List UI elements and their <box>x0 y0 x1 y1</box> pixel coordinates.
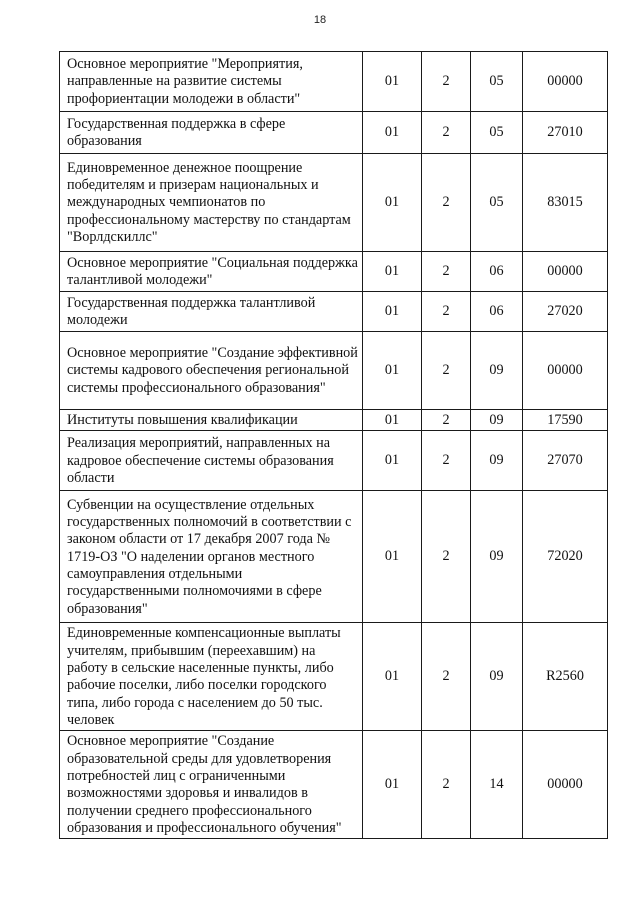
code-cell-4: 27070 <box>523 431 608 491</box>
code-cell-3: 06 <box>471 292 523 332</box>
code-cell-2: 2 <box>422 154 471 252</box>
table-row <box>60 410 608 431</box>
code-cell-2: 2 <box>422 252 471 292</box>
code-cell-3: 06 <box>471 252 523 292</box>
table-row <box>60 52 608 112</box>
expense-name-cell: Основное мероприятие "Создание образовательной среды для удовлетворения потребностей лиц с ограниченными возможностями здоровья и инвалидов в получении среднего профессионального образования и профессионального обучения" <box>60 731 363 839</box>
code-cell-2: 2 <box>422 112 471 154</box>
expense-name-cell: Единовременное денежное поощрение победителям и призерам национальных и международных чемпионатов по профессиональному мастерству по стандартам "Ворлдскиллс" <box>60 154 363 252</box>
budget-classification-table <box>59 51 608 839</box>
code-cell-2: 2 <box>422 292 471 332</box>
table-row <box>60 491 608 623</box>
code-cell-2: 2 <box>422 731 471 839</box>
expense-name-cell: Основное мероприятие "Социальная поддержка талантливой молодежи" <box>60 252 363 292</box>
code-cell-4: 00000 <box>523 332 608 410</box>
expense-name-cell: Субвенции на осуществление отдельных государственных полномочий в соответствии с законом области от 17 декабря 2007 года № 1719-ОЗ "О наделении органов местного самоуправления отдельными государственными полномочиями в сфере образования" <box>60 491 363 623</box>
code-cell-1: 01 <box>363 491 422 623</box>
table-row <box>60 731 608 839</box>
code-cell-1: 01 <box>363 52 422 112</box>
code-cell-3: 14 <box>471 731 523 839</box>
code-cell-3: 09 <box>471 623 523 731</box>
code-cell-4: 72020 <box>523 491 608 623</box>
code-cell-1: 01 <box>363 431 422 491</box>
code-cell-4: 00000 <box>523 252 608 292</box>
table-row <box>60 431 608 491</box>
code-cell-1: 01 <box>363 154 422 252</box>
code-cell-4: 00000 <box>523 52 608 112</box>
code-cell-3: 09 <box>471 332 523 410</box>
code-cell-3: 09 <box>471 491 523 623</box>
table-row <box>60 112 608 154</box>
code-cell-3: 05 <box>471 112 523 154</box>
table-row <box>60 332 608 410</box>
code-cell-4: 17590 <box>523 410 608 431</box>
page-number: 18 <box>313 14 327 26</box>
expense-name-cell: Реализация мероприятий, направленных на кадровое обеспечение системы образования области <box>60 431 363 491</box>
table-row <box>60 623 608 731</box>
code-cell-2: 2 <box>422 623 471 731</box>
code-cell-3: 05 <box>471 154 523 252</box>
code-cell-1: 01 <box>363 332 422 410</box>
code-cell-4: 27010 <box>523 112 608 154</box>
code-cell-3: 09 <box>471 431 523 491</box>
code-cell-1: 01 <box>363 112 422 154</box>
code-cell-1: 01 <box>363 623 422 731</box>
code-cell-4: 27020 <box>523 292 608 332</box>
table-row <box>60 292 608 332</box>
expense-name-cell: Основное мероприятие "Мероприятия, направленные на развитие системы профориентации молодежи в области" <box>60 52 363 112</box>
expense-name-cell: Институты повышения квалификации <box>60 410 363 431</box>
code-cell-1: 01 <box>363 410 422 431</box>
code-cell-4: 83015 <box>523 154 608 252</box>
expense-name-cell: Государственная поддержка в сфере образования <box>60 112 363 154</box>
code-cell-2: 2 <box>422 491 471 623</box>
code-cell-2: 2 <box>422 332 471 410</box>
code-cell-1: 01 <box>363 292 422 332</box>
code-cell-2: 2 <box>422 410 471 431</box>
code-cell-3: 05 <box>471 52 523 112</box>
expense-name-cell: Основное мероприятие "Создание эффективной системы кадрового обеспечения региональной системы профессионального образования" <box>60 332 363 410</box>
expense-name-cell: Единовременные компенсационные выплаты учителям, прибывшим (переехавшим) на работу в сельские населенные пункты, либо рабочие поселки, либо поселки городского типа, либо города с населением до 50 тыс. человек <box>60 623 363 731</box>
expense-name-cell: Государственная поддержка талантливой молодежи <box>60 292 363 332</box>
table-row <box>60 252 608 292</box>
code-cell-4: R2560 <box>523 623 608 731</box>
table-row <box>60 154 608 252</box>
code-cell-2: 2 <box>422 431 471 491</box>
code-cell-4: 00000 <box>523 731 608 839</box>
code-cell-2: 2 <box>422 52 471 112</box>
code-cell-3: 09 <box>471 410 523 431</box>
code-cell-1: 01 <box>363 252 422 292</box>
code-cell-1: 01 <box>363 731 422 839</box>
